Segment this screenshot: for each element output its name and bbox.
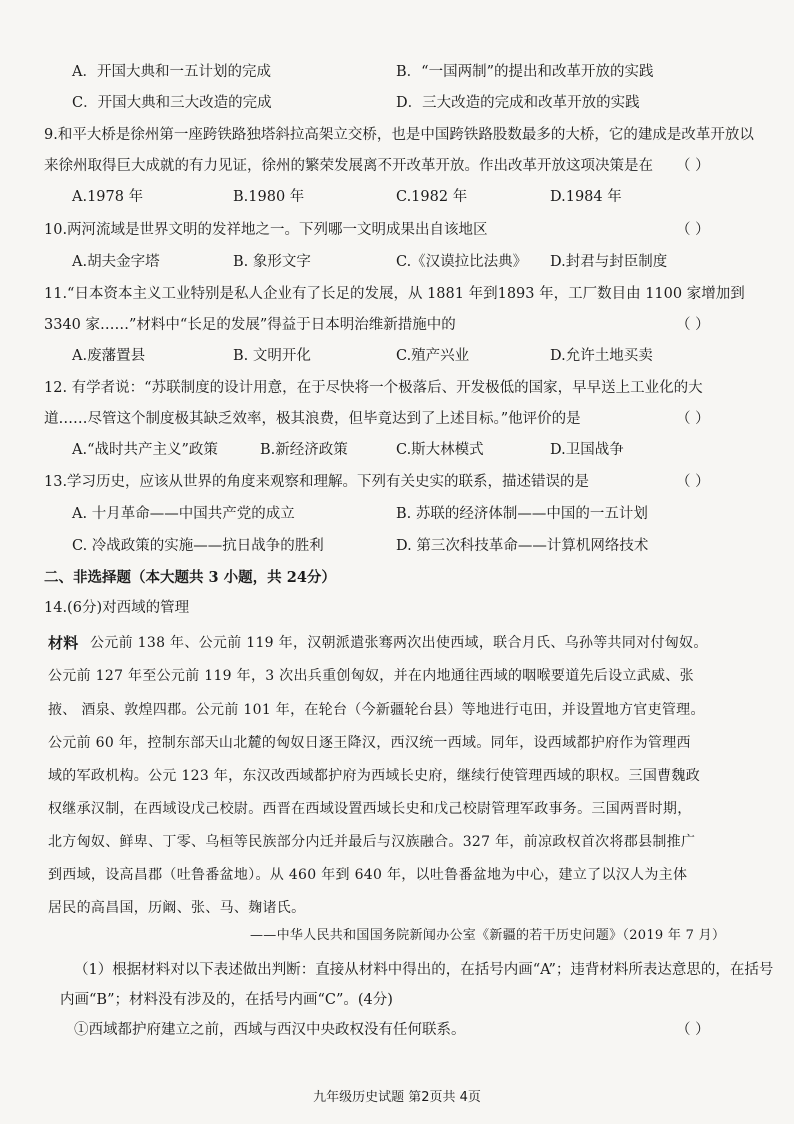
q10-stem: 10.两河流域是世界文明的发祥地之一。下列哪一文明成果出自该地区	[44, 222, 488, 238]
material-line: 掖、 酒泉、敦煌四郡。公元前 101 年，在轮台（今新疆轮台县）等地进行屯田，并设置地方官吏管理。	[48, 702, 705, 718]
q11-stem-line2: 3340 家……”材料中“长足的发展”得益于日本明治维新措施中的	[44, 317, 456, 333]
material-line: 域的军政机构。公元 123 年，东汉改西域都护府为西域长史府，继续行使管理西域的职权。三国曹魏政	[48, 768, 701, 784]
q11-answer-blank: （ ）	[676, 317, 710, 333]
q13-option-b: B. 苏联的经济体制——中国的一五计划	[396, 506, 648, 522]
q10-answer-blank: （ ）	[676, 222, 710, 238]
q9-stem-line2: 来徐州取得巨大成就的有力见证，徐州的繁荣发展离不开改革开放。作出改革开放这项决策是在	[44, 158, 653, 174]
q11-option-c: C.殖产兴业	[396, 348, 470, 364]
material-line: 公元前 60 年，控制东部天山北麓的匈奴日逐王降汉，西汉统一西域。同年，设西域都护府作为管理西	[48, 735, 691, 751]
q14-item1: ①西域都护府建立之前，西域与西汉中央政权没有任何联系。	[74, 1022, 466, 1038]
q10-option-a: A.胡夫金字塔	[72, 254, 160, 270]
q9-option-a: A.1978 年	[72, 189, 144, 205]
q11-stem-line1: 11.“日本资本主义工业特别是私人企业有了长足的发展，从 1881 年到1893 年，工厂数目由 1100 家增加到	[44, 286, 745, 302]
q14-title: 14.(6分)对西域的管理	[44, 600, 190, 616]
q12-option-c: C.斯大林模式	[396, 442, 484, 458]
page-footer: 九年级历史试题 第2页共 4页	[313, 1090, 481, 1105]
q8-option-b: B．“一国两制”的提出和改革开放的实践	[396, 64, 654, 80]
q14-item1-answer-blank: （ ）	[676, 1022, 710, 1038]
section-title: 二、非选择题（本大题共 3 小题，共 24分）	[44, 569, 336, 586]
q9-option-c: C.1982 年	[396, 189, 468, 205]
q10-option-c: C.《汉谟拉比法典》	[396, 254, 528, 270]
q13-answer-blank: （ ）	[676, 474, 710, 490]
q8-option-a: A．开国大典和一五计划的完成	[72, 64, 271, 80]
q10-option-d: D.封君与封臣制度	[550, 254, 668, 270]
q12-option-a: A.“战时共产主义”政策	[72, 442, 218, 458]
q10-option-b: B. 象形文字	[233, 254, 311, 270]
q12-answer-blank: （ ）	[676, 411, 710, 427]
q11-option-d: D.允许土地买卖	[550, 348, 653, 364]
q14-sub1-line1: （1）根据材料对以下表述做出判断：直接从材料中得出的，在括号内画“A”；违背材料所表达意思的，在括号	[74, 962, 774, 978]
material-line: 权继承汉制，在西域设戊己校尉。西晋在西域设置西域长史和戊己校尉管理军政事务。三国两晋时期，	[48, 801, 692, 817]
q9-answer-blank: （ ）	[676, 158, 710, 174]
q8-option-c: C．开国大典和三大改造的完成	[72, 95, 272, 111]
q9-option-d: D.1984 年	[550, 189, 622, 205]
q12-stem-line2: 道……尽管这个制度极其缺乏效率，极其浪费，但毕竟达到了上述目标。”他评价的是	[44, 411, 581, 427]
q11-option-b: B. 文明开化	[233, 348, 311, 364]
q8-option-d: D．三大改造的完成和改革开放的实践	[396, 95, 640, 111]
material-label: 材料	[48, 634, 79, 652]
material-line: 公元前 138 年、公元前 119 年，汉朝派遣张骞两次出使西域，联合月氏、乌孙等共同对付匈奴。	[90, 635, 708, 651]
material-line: 公元前 127 年至公元前 119 年，3 次出兵重创匈奴，并在内地通往西域的咽喉要道先后设立武威、张	[48, 668, 694, 684]
q12-stem-line1: 12. 有学者说：“苏联制度的设计用意，在于尽快将一个极落后、开发极低的国家，早早送上工业化的大	[44, 380, 703, 396]
q9-stem-line1: 9.和平大桥是徐州第一座跨铁路独塔斜拉高架立交桥，也是中国跨铁路股数最多的大桥，它的建成是改革开放以	[44, 127, 754, 143]
material-line: 到西域，设高昌郡（吐鲁番盆地）。从 460 年到 640 年，以吐鲁番盆地为中心，建立了以汉人为主体	[48, 867, 688, 883]
material-source: ——中华人民共和国国务院新闻办公室《新疆的若干历史问题》（2019 年 7 月）	[250, 928, 726, 943]
q12-option-d: D.卫国战争	[550, 442, 624, 458]
q12-option-b: B.新经济政策	[260, 442, 348, 458]
q13-option-d: D. 第三次科技革命——计算机网络技术	[396, 538, 649, 554]
q13-stem: 13.学习历史，应该从世界的角度来观察和理解。下列有关史实的联系，描述错误的是	[44, 474, 590, 490]
q14-sub1-line2: 内画“B”；材料没有涉及的，在括号内画“C”。(4分)	[60, 992, 393, 1008]
q9-option-b: B.1980 年	[233, 189, 305, 205]
q13-option-c: C. 冷战政策的实施——抗日战争的胜利	[72, 538, 324, 554]
material-line: 居民的高昌国，历阚、张、马、麹诸氏。	[48, 900, 306, 916]
q11-option-a: A.废藩置县	[72, 348, 146, 364]
material-line: 北方匈奴、鲜卑、丁零、乌桓等民族部分内迁并最后与汉族融合。327 年，前凉政权首次将郡县制推广	[48, 834, 696, 850]
q13-option-a: A. 十月革命——中国共产党的成立	[72, 506, 295, 522]
